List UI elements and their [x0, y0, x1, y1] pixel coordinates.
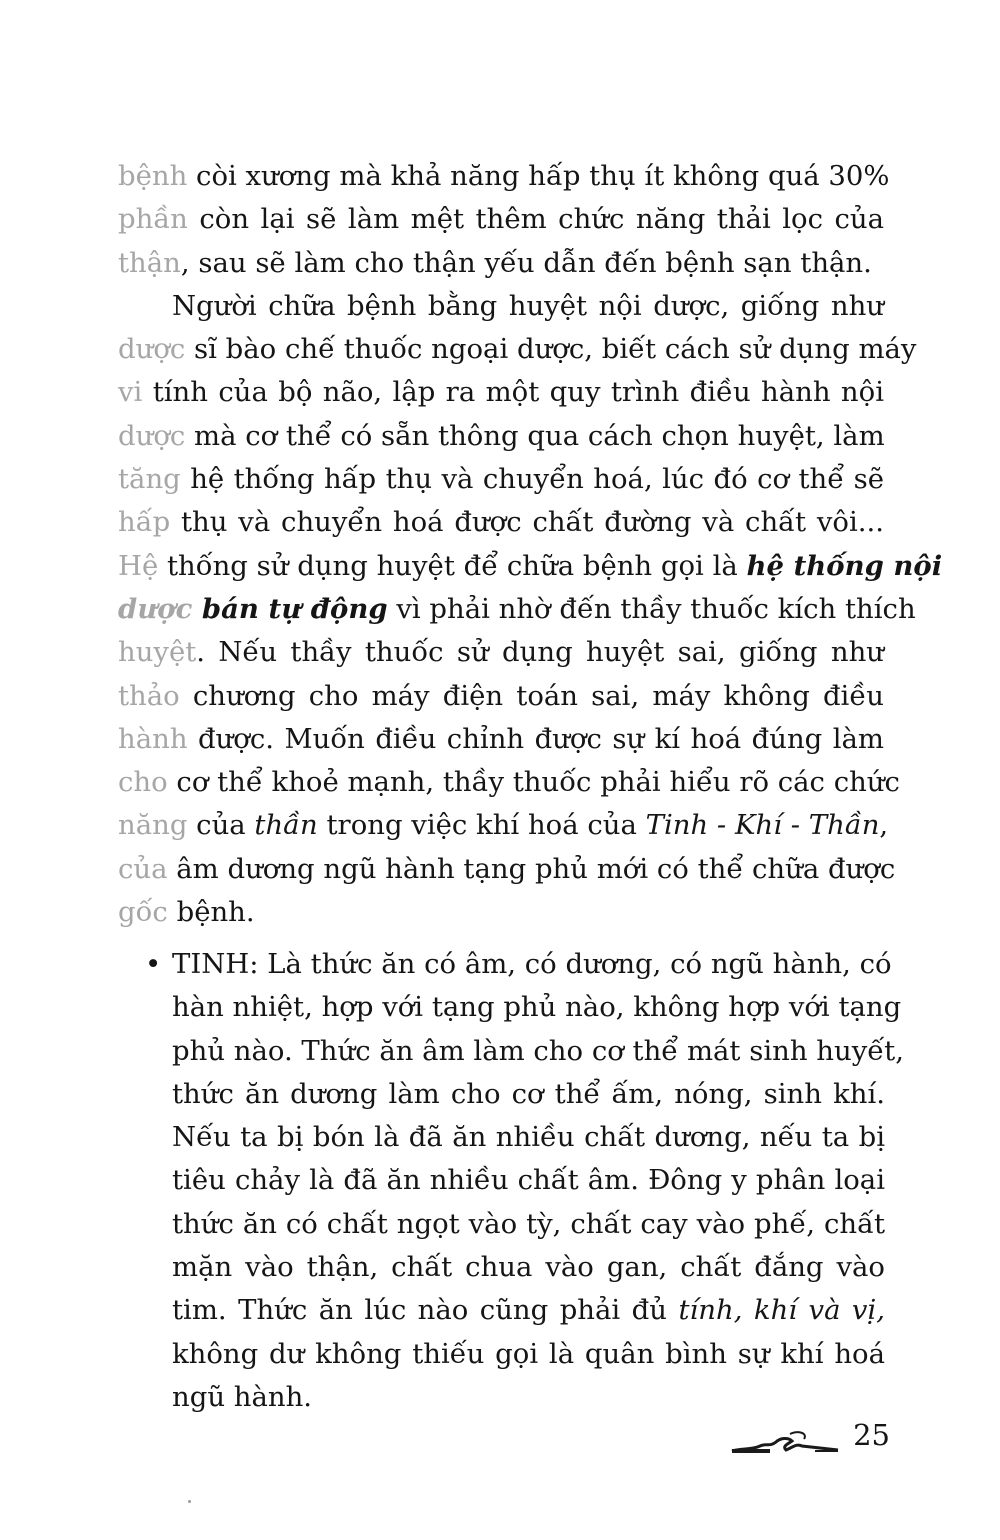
text-line: dược mà cơ thể có sẵn thông qua cách chọn huyệt, làm — [118, 419, 885, 452]
text-line: huyệt. Nếu thầy thuốc sử dụng huyệt sai, giống như — [118, 636, 884, 669]
text-line: mặn vào thận, chất chua vào gan, chất đắng vào — [172, 1251, 885, 1284]
text-line: dược sĩ bào chế thuốc ngoại dược, biết cách sử dụng máy — [118, 333, 917, 366]
text-line: không dư không thiếu gọi là quân bình sự khí hoá — [172, 1337, 885, 1370]
text-line: phủ nào. Thức ăn âm làm cho cơ thể mát sinh huyết, — [172, 1034, 904, 1067]
text-line: của âm dương ngũ hành tạng phủ mới có thể chữa được — [118, 852, 896, 885]
scan-dot — [188, 1500, 191, 1503]
text-line: gốc bệnh. — [118, 896, 255, 929]
text-line: tăng hệ thống hấp thụ và chuyển hoá, lúc đó cơ thể sẽ — [118, 463, 884, 496]
text-line: cho cơ thể khoẻ mạnh, thầy thuốc phải hiểu rõ các chức — [118, 766, 900, 799]
text-line: Nếu ta bị bón là đã ăn nhiều chất dương, nếu ta bị — [172, 1121, 885, 1154]
page-footer — [730, 1418, 890, 1468]
text-line: hàn nhiệt, hợp với tạng phủ nào, không hợp với tạng — [172, 991, 902, 1024]
text-line: TINH: Là thức ăn có âm, có dương, có ngũ hành, có — [172, 948, 892, 980]
text-line: năng của thần trong việc khí hoá của Tinh - Khí - Thần, — [118, 809, 889, 842]
text-line: bệnh còi xương mà khả năng hấp thụ ít không quá 30% — [118, 160, 890, 192]
text-line: tim. Thức ăn lúc nào cũng phải đủ tính, khí và vị, — [172, 1294, 885, 1327]
bullet-icon: • — [145, 948, 162, 980]
body-text — [118, 155, 943, 934]
text-line: vi tính của bộ não, lập ra một quy trình điều hành nội — [118, 376, 884, 409]
text-line: thận, sau sẽ làm cho thận yếu dẫn đến bệnh sạn thận. — [118, 246, 872, 279]
text-line: dược bán tự động vì phải nhờ đến thầy thuốc kích thích — [118, 592, 916, 625]
text-line: Người chữa bệnh bằng huyệt nội dược, giống như — [172, 289, 884, 322]
text-line: hấp thụ và chuyển hoá được chất đường và chất vôi... — [118, 506, 884, 539]
text-line: phần còn lại sẽ làm mệt thêm chức năng thải lọc của — [118, 203, 884, 236]
bullet-item — [145, 943, 904, 1419]
text-line: ngũ hành. — [172, 1380, 313, 1413]
text-line: tiêu chảy là đã ăn nhiều chất âm. Đông y phân loại — [172, 1164, 885, 1197]
text-line: Hệ thống sử dụng huyệt để chữa bệnh gọi là hệ thống nội — [118, 549, 943, 582]
text-line: thảo chương cho máy điện toán sai, máy không điều — [118, 679, 884, 712]
page-number: 25 — [853, 1418, 890, 1452]
text-line: hành được. Muốn điều chỉnh được sự kí hoá đúng làm — [118, 722, 884, 755]
text-line: thức ăn có chất ngọt vào tỳ, chất cay vào phế, chất — [172, 1207, 885, 1240]
text-line: thức ăn dương làm cho cơ thể ấm, nóng, sinh khí. — [172, 1077, 885, 1110]
scribble-ornament-icon — [730, 1424, 840, 1464]
